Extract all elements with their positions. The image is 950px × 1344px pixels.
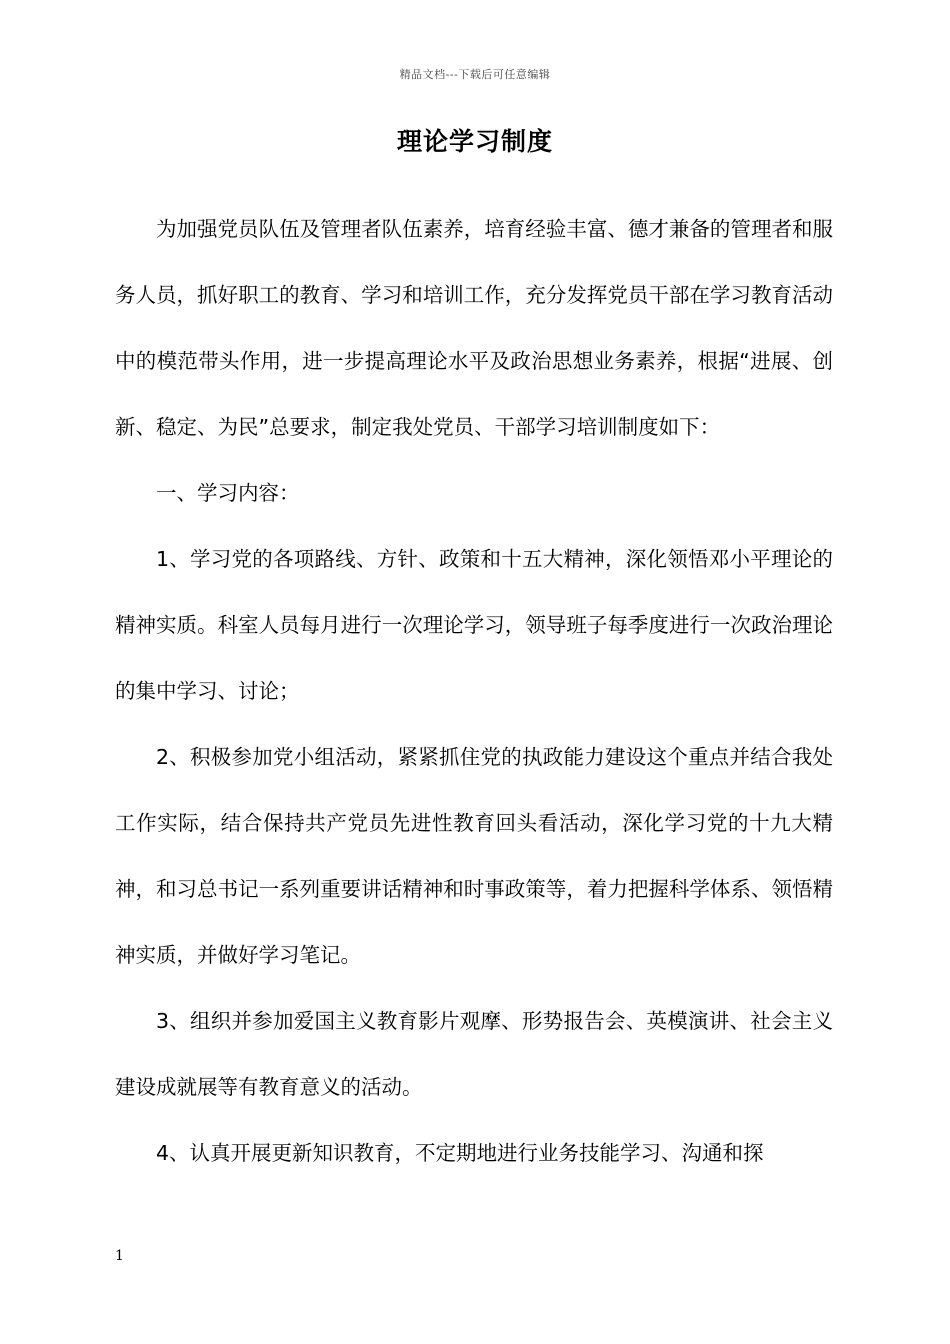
document-body (115, 196, 833, 1186)
intro-paragraph: 为加强党员队伍及管理者队伍素养，培育经验丰富、德才兼备的管理者和服务人员，抓好职工的教育、学习和培训工作，充分发挥党员干部在学习教育活动中的模范带头作用，进一步提高理论水平及政治思想业务素养，根据“进展、创新、稳定、为民”总要求，制定我处党员、干部学习培训制度如下： (115, 217, 833, 439)
list-item-3: 3、组织并参加爱国主义教育影片观摩、形势报告会、英模演讲、社会主义建设成就展等有教育意义的活动。 (115, 1009, 833, 1099)
list-item-2: 2、积极参加党小组活动，紧紧抓住党的执政能力建设这个重点并结合我处工作实际，结合保持共产党员先进性教育回头看活动，深化学习党的十九大精神，和习总书记一系列重要讲话精神和时事政策等，着力把握科学体系、领悟精神实质，并做好学习笔记。 (115, 745, 833, 967)
page-number: 1 (115, 1248, 124, 1264)
document-title: 理论学习制度 (396, 127, 553, 156)
section-heading: 一、学习内容： (156, 481, 300, 505)
page-header: 精品文档---下载后可任意编辑 (399, 68, 551, 81)
list-item-4: 4、认真开展更新知识教育，不定期地进行业务技能学习、沟通和探 (156, 1141, 764, 1165)
list-item-1: 1、学习党的各项路线、方针、政策和十五大精神，深化领悟邓小平理论的精神实质。科室人员每月进行一次理论学习，领导班子每季度进行一次政治理论的集中学习、讨论； (115, 547, 833, 703)
